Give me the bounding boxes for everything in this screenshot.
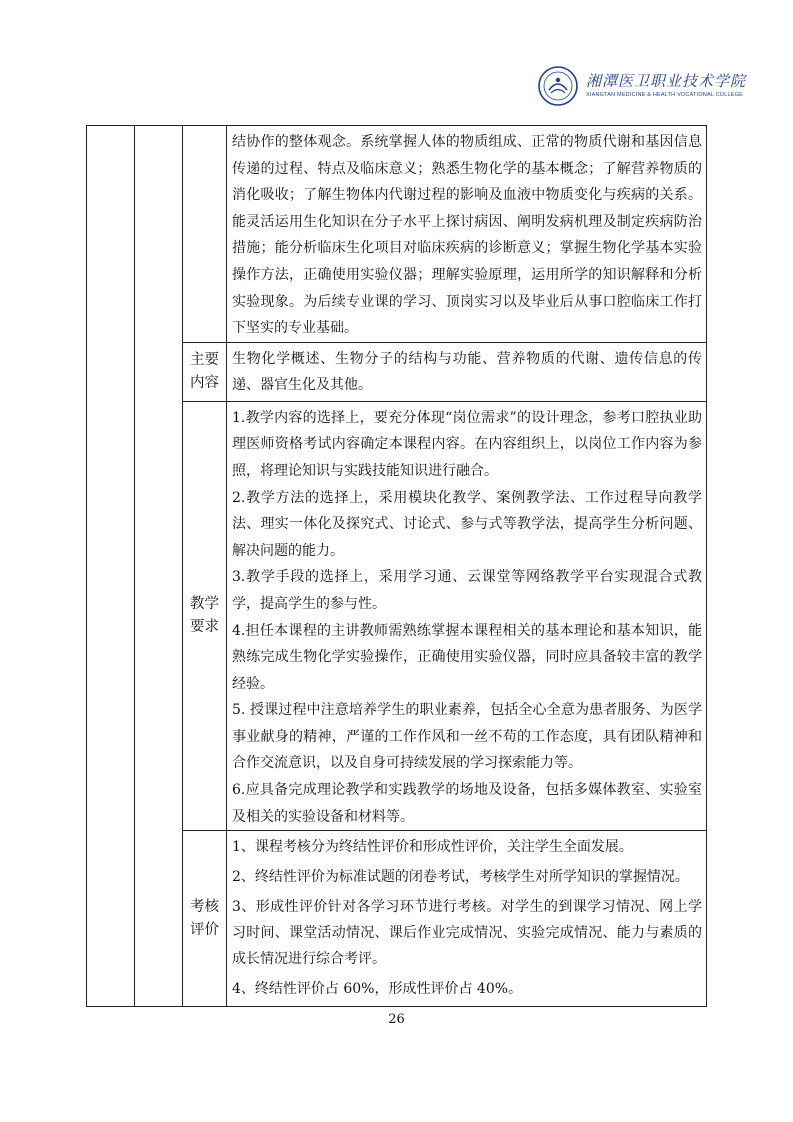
paragraph: 生物化学概述、生物分子的结构与功能、营养物质的代谢、遗传信息的传递、器官生化及其他。: [232, 350, 702, 394]
paragraph: 2、终结性评价为标准试题的闭卷考试，考核学生对所学知识的掌握情况。: [232, 869, 689, 886]
paragraph: 3、形成性评价针对各学习环节进行考核。对学生的到课学习情况、网上学习时间、课堂活动情况、课后作业完成情况、实验完成情况、能力与素质的成长情况进行综合考评。: [232, 899, 702, 968]
row-label: [183, 126, 227, 343]
row-content: [227, 831, 707, 1007]
college-seal-icon: [538, 66, 578, 106]
college-logo: [526, 64, 747, 108]
paragraph: 5. 授课过程中注意培养学生的职业素养，包括全心全意为患者服务、为医学事业献身的精神，严谨的工作作风和一丝不苟的工作态度，具有团队精神和合作交流意识，以及自身可持续发展的学习探索能力等。: [232, 702, 702, 772]
paragraph: 1.教学内容的选择上，要充分体现“岗位需求”的设计理念，参考口腔执业助理医师资格考试内容确定本课程内容。在内容组织上，以岗位工作内容为参照，将理论知识与实践技能知识进行融合。: [232, 409, 702, 479]
college-name: 湘潭医卫职业技术学院: [586, 72, 747, 90]
college-name-en: XIANGTAN MEDICINE & HEALTH VOCATIONAL COLLEGE: [586, 92, 744, 98]
paragraph: 3.教学手段的选择上，采用学习通、云课堂等网络教学平台实现混合式教学，提高学生的参与性。: [232, 569, 702, 612]
paragraph: 2.教学方法的选择上，采用模块化教学、案例教学法、工作过程导向教学法、理实一体化及探究式、讨论式、参与式等教学法，提高学生分析问题、解决问题的能力。: [232, 489, 702, 559]
course-table: [86, 125, 707, 1007]
table-cell-empty: [135, 126, 183, 1007]
row-content: [227, 342, 707, 401]
paragraph: 4.担任本课程的主讲教师需熟练掌握本课程相关的基本理论和基本知识，能熟练完成生物化学实验操作，正确使用实验仪器，同时应具备较丰富的教学经验。: [232, 622, 702, 692]
row-label: 考核 评价: [183, 831, 227, 1007]
paragraph: 6.应具备完成理论教学和实践教学的场地及设备，包括多媒体教室、实验室及相关的实验设备和材料等。: [232, 782, 702, 825]
paragraph: 4、终结性评价占 60%，形成性评价占 40%。: [232, 981, 523, 998]
row-label: 教学 要求: [183, 401, 227, 831]
table-cell-empty: [87, 126, 135, 1007]
row-label: 主要 内容: [183, 342, 227, 401]
table-row: [87, 126, 707, 343]
row-content: [227, 126, 707, 343]
row-content: [227, 401, 707, 831]
page-number: 26: [388, 1012, 405, 1027]
paragraph: 结协作的整体观念。系统掌握人体的物质组成、正常的物质代谢和基因信息传递的过程、特点及临床意义；熟悉生物化学的基本概念；了解营养物质的消化吸收；了解生物体内代谢过程的影响及血液中物质变化与疾病的关系。能灵活运用生化知识在分子水平上探讨病因、阐明发病机理及制定疾病防治措施；能分析临床生化项目对临床疾病的诊断意义；掌握生物化学基本实验操作方法，正确使用实验仪器；理解实验原理，运用所学的知识解释和分析实验现象。为后续专业课的学习、顶岗实习以及毕业后从事口腔临床工作打下坚实的专业基础。: [232, 134, 702, 337]
paragraph: 1、课程考核分为终结性评价和形成性评价，关注学生全面发展。: [232, 839, 633, 856]
